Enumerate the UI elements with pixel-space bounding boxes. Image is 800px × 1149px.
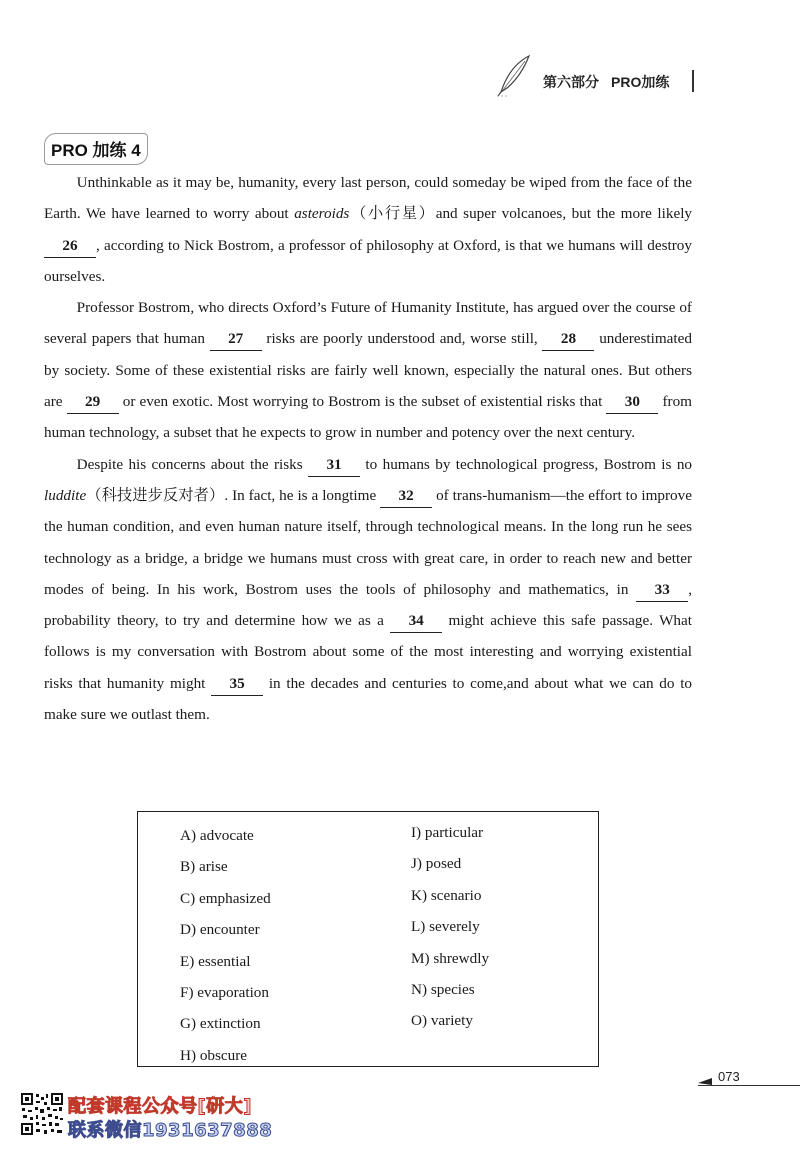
passage-text: （科技进步反对者）. In fact, he is a longtime <box>86 486 381 504</box>
passage-text: of trans-humanism—the effort to improve the human condition, and even human nature itself, through technological means. In the long run he sees technology as a bridge, a bridge we humans must cross with great care, in order to reach new and better modes of being. In his work, Bostrom uses the tools of philosophy and mathematics, in <box>44 486 692 598</box>
word-bank-left-column <box>180 820 271 1071</box>
word-option: J) posed <box>411 855 462 873</box>
passage-text: （小行星）and super volcanoes, but the more likely <box>349 205 693 223</box>
word-option: M) shrewdly <box>411 949 490 967</box>
passage-text: Unthinkable as it may be, humanity, every last person, could someday be wiped from the face of the Earth. We have learned to worry about <box>44 174 692 223</box>
blank-34: 34 <box>390 610 442 633</box>
page-header <box>495 52 745 98</box>
passage-text: in the decades and centuries to come,and about what we can do to make sure we outlast them. <box>44 674 693 724</box>
quill-icon <box>495 52 535 98</box>
word-option: B) arise <box>180 858 228 876</box>
word-bank-box <box>137 811 599 1067</box>
word-option: H) obscure <box>180 1046 248 1064</box>
passage <box>44 167 692 730</box>
italic-term: luddite <box>44 486 87 504</box>
blank-33: 33 <box>636 579 688 602</box>
blank-32: 32 <box>380 485 432 508</box>
blank-26: 26 <box>44 235 96 258</box>
header-divider <box>692 70 694 92</box>
paragraph-3 <box>44 449 692 731</box>
promo-banner <box>20 1092 320 1142</box>
section-title: PRO 加练 4 <box>44 133 148 165</box>
page-number: 073 <box>718 1069 740 1084</box>
paragraph-2 <box>44 292 692 448</box>
word-option: G) extinction <box>180 1015 261 1033</box>
page-rule <box>698 1085 800 1086</box>
blank-29: 29 <box>67 391 119 414</box>
passage-text: , probability theory, to try and determine how we as a <box>44 580 692 630</box>
word-option: D) encounter <box>180 921 260 939</box>
passage-text: underestimated by society. Some of these existential risks are fairly well known, especially the natural ones. But others are <box>44 330 692 411</box>
word-option: I) particular <box>411 824 484 841</box>
word-bank-right-column <box>411 817 489 1037</box>
blank-31: 31 <box>308 454 360 477</box>
word-option: O) variety <box>411 1012 473 1030</box>
passage-text: Professor Bostrom, who directs Oxford’s Future of Humanity Institute, has argued over the course of several papers that human <box>44 299 692 348</box>
passage-text: might achieve this safe passage. What follows is my conversation with Bostrom about some of the most interesting and worrying existential risks that humanity might <box>44 612 692 692</box>
passage-text: Despite his concerns about the risks <box>76 455 309 473</box>
passage-text: to humans by technological progress, Bostrom is no <box>360 455 693 473</box>
promo-line-1: 配套课程公众号[研大] <box>68 1096 252 1117</box>
italic-term: asteroids <box>294 205 350 223</box>
blank-35: 35 <box>211 673 263 696</box>
passage-text: risks are poorly understood and, worse still, <box>261 330 543 348</box>
word-option: L) severely <box>411 918 480 936</box>
promo-line-2: 联系微信1931637888 <box>68 1120 273 1141</box>
word-option: F) evaporation <box>180 984 269 1002</box>
header-part: 第六部分 <box>543 74 599 90</box>
passage-text: , according to Nick Bostrom, a professor of philosophy at Oxford, is that we humans will destroy ourselves. <box>44 236 692 285</box>
header-title: PRO加练 <box>611 74 670 90</box>
qr-code-icon <box>20 1092 64 1136</box>
blank-30: 30 <box>606 391 658 414</box>
word-option: K) scenario <box>411 886 482 904</box>
word-option: E) essential <box>180 952 251 970</box>
word-option: A) advocate <box>180 827 254 844</box>
blank-27: 27 <box>210 328 262 351</box>
page-marker-icon <box>698 1078 712 1085</box>
passage-text: or even exotic. Most worrying to Bostrom is the subset of existential risks that <box>118 393 607 411</box>
word-option: N) species <box>411 981 475 999</box>
blank-28: 28 <box>542 328 594 351</box>
passage-text: from human technology, a subset that he expects to grow in number and potency over the next century. <box>44 393 692 442</box>
header-text <box>543 72 681 92</box>
paragraph-1 <box>44 167 692 292</box>
word-option: C) emphasized <box>180 889 271 907</box>
